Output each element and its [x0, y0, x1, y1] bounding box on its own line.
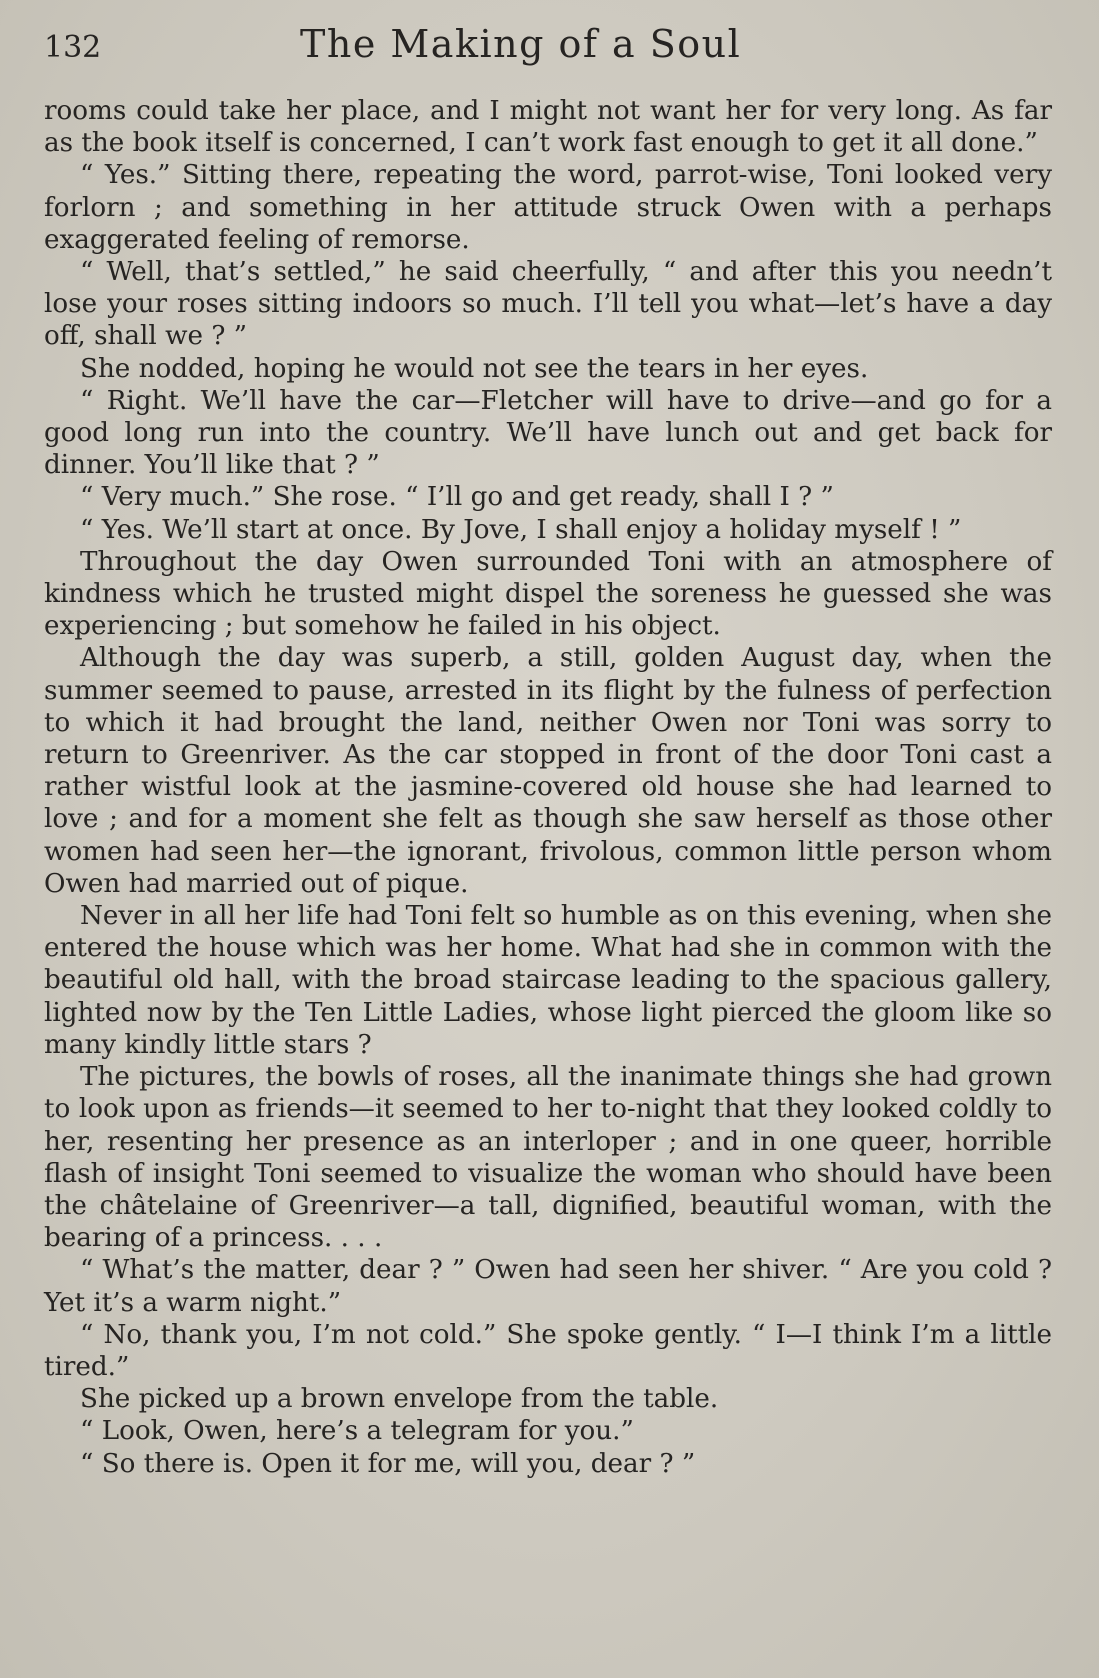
paragraph: “ Very much.” She rose. “ I’ll go and get ready, shall I ? ” — [80, 482, 834, 513]
paragraph: “ Right. We’ll have the car—Fletcher will have to drive—and go for a good long run into the country. We’ll have lunch out and get back for dinner. You’ll like that ? ” — [44, 385, 1052, 481]
paragraph: Throughout the day Owen surrounded Toni with an atmosphere of kindness which he trusted might dispel the soreness he guessed she was experiencing ; but somehow he failed in his object. — [44, 546, 1052, 642]
paragraph: rooms could take her place, and I might not want her for very long. As far as the book itself is concerned, I can’t work fast enough to get it all done.” — [44, 96, 1052, 159]
paragraph: She nodded, hoping he would not see the tears in her eyes. — [80, 353, 869, 384]
paragraph: “ Yes. We’ll start at once. By Jove, I shall enjoy a holiday myself ! ” — [80, 514, 962, 545]
paragraph: “ So there is. Open it for me, will you, dear ? ” — [80, 1448, 696, 1479]
page-number: 132 — [44, 30, 102, 65]
paragraph: “ Look, Owen, here’s a telegram for you.” — [80, 1416, 634, 1447]
running-title: The Making of a Soul — [300, 22, 742, 66]
paragraph: Although the day was superb, a still, golden August day, when the summer seemed to pause, arrested in its flight by the fulness of perfection to which it had brought the land, neither Owen nor Toni was sorry to return to Greenriver. As the car stopped in front of the door Toni cast a rather wistful look at the jasmine-covered old house she had learned to love ; and for a moment she felt as though she saw herself as those other women had seen her—the ignorant, frivolous, common little person whom Owen had married out of pique. — [44, 643, 1052, 899]
paragraph: “ What’s the matter, dear ? ” Owen had seen her shiver. “ Are you cold ? Yet it’s a warm night.” — [44, 1255, 1052, 1318]
paragraph: “ No, thank you, I’m not cold.” She spoke gently. “ I—I think I’m a little tired.” — [44, 1319, 1052, 1382]
body-text — [44, 95, 1052, 1480]
paragraph: She picked up a brown envelope from the table. — [80, 1384, 719, 1415]
paragraph: “ Yes.” Sitting there, repeating the word, parrot-wise, Toni looked very forlorn ; and something in her attitude struck Owen with a perhaps exaggerated feeling of remorse. — [44, 160, 1052, 255]
page-header — [44, 22, 1054, 82]
paragraph: Never in all her life had Toni felt so humble as on this evening, when she entered the house which was her home. What had she in common with the beautiful old hall, with the broad staircase leading to the spacious gallery, lighted now by the Ten Little Ladies, whose light pierced the gloom like so many kindly little stars ? — [44, 901, 1052, 1060]
paragraph: The pictures, the bowls of roses, all the inanimate things she had grown to look upon as friends—it seemed to her to-night that they looked coldly to her, resenting her presence as an interloper ; and in one queer, horrible flash of insight Toni seemed to visualize the woman who should have been the châtelaine of Greenriver—a tall, dignified, beautiful woman, with the bearing of a princess. . . . — [44, 1062, 1052, 1254]
paragraph: “ Well, that’s settled,” he said cheerfully, “ and after this you needn’t lose your roses sitting indoors so much. I’ll tell you what—let’s have a day off, shall we ? ” — [44, 257, 1052, 352]
